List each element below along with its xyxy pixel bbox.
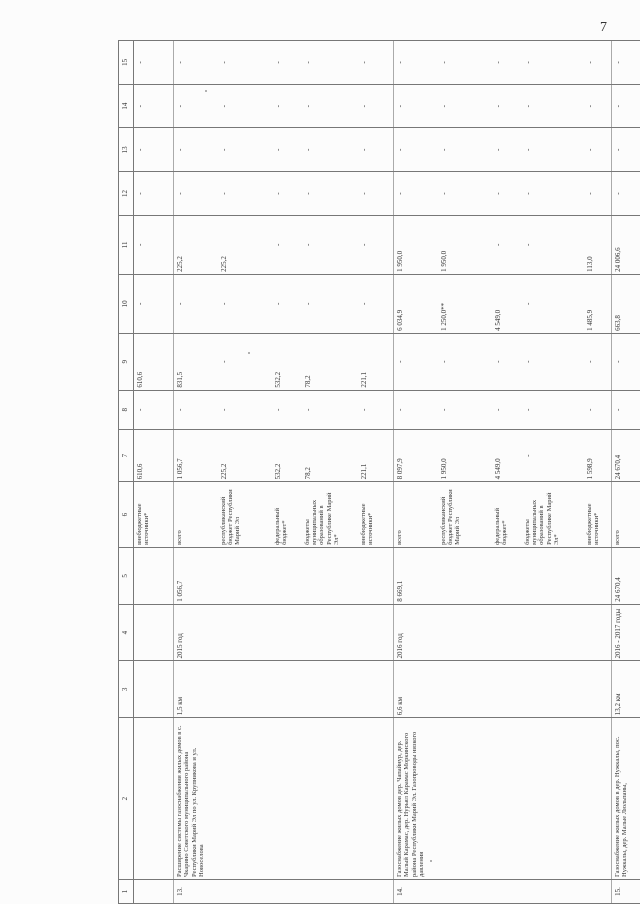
cell-col-5 xyxy=(492,547,522,604)
cell-col-14: - xyxy=(492,84,522,128)
cell-col-12: - xyxy=(134,172,174,216)
cell-col-10: - xyxy=(218,274,272,333)
cell-col-7: 4 549,0 xyxy=(492,429,522,481)
cell-col-11: 113,0 xyxy=(584,215,612,274)
cell-col-13: - xyxy=(302,128,358,172)
cell-col-9: - xyxy=(522,333,584,390)
table-row xyxy=(522,41,584,904)
header-col-13: 13 xyxy=(119,128,134,172)
cell-col-8: - xyxy=(584,390,612,429)
cell-col-11: - xyxy=(134,215,174,274)
cell-col-4: 2016 год xyxy=(394,604,438,661)
cell-col-14: - xyxy=(522,84,584,128)
cell-col-8: - xyxy=(394,390,438,429)
cell-col-8: - xyxy=(174,390,218,429)
table-row xyxy=(394,41,438,904)
cell-col-15: - xyxy=(584,41,612,85)
cell-col-14: - xyxy=(134,84,174,128)
cell-col-8: - xyxy=(438,390,492,429)
cell-col-15: - xyxy=(438,41,492,85)
cell-col-3 xyxy=(438,661,492,718)
cell-col-2 xyxy=(438,718,492,880)
cell-col-5 xyxy=(584,547,612,604)
table-body xyxy=(134,41,640,904)
cell-col-11: 1 950,0 xyxy=(394,215,438,274)
cell-col-1 xyxy=(272,879,302,903)
cell-col-14: - xyxy=(302,84,358,128)
rotated-table-container xyxy=(118,40,629,904)
header-col-1: 1 xyxy=(119,879,134,903)
header-col-12: 12 xyxy=(119,172,134,216)
cell-col-4 xyxy=(272,604,302,661)
table-row xyxy=(302,41,358,904)
cell-col-1 xyxy=(218,879,272,903)
cell-col-4 xyxy=(358,604,394,661)
cell-col-1 xyxy=(522,879,584,903)
cell-col-11: 225,2 xyxy=(174,215,218,274)
cell-col-12: - xyxy=(272,172,302,216)
table-row xyxy=(612,41,640,904)
cell-col-4 xyxy=(492,604,522,661)
cell-col-2: Газоснабжение жилых домов в дер. Нужкалы, пос. Нужкалы, дер. Малые Люльпаны, xyxy=(612,718,640,880)
cell-col-6: федеральный бюджет* xyxy=(272,482,302,548)
cell-col-13: - xyxy=(218,128,272,172)
cell-col-5 xyxy=(358,547,394,604)
cell-col-14: - xyxy=(438,84,492,128)
cell-col-11: - xyxy=(492,215,522,274)
cell-col-3: 1,5 км xyxy=(174,661,218,718)
cell-col-13: - xyxy=(134,128,174,172)
cell-col-1 xyxy=(492,879,522,903)
cell-col-13: - xyxy=(358,128,394,172)
header-col-6: 6 xyxy=(119,482,134,548)
cell-col-3: 6,6 км xyxy=(394,661,438,718)
cell-col-1 xyxy=(438,879,492,903)
cell-col-7: 225,2 xyxy=(218,429,272,481)
cell-col-5 xyxy=(438,547,492,604)
cell-col-2 xyxy=(218,718,272,880)
cell-col-10: 6 034,9 xyxy=(394,274,438,333)
cell-col-7: 1 598,9 xyxy=(584,429,612,481)
cell-col-6: внебюджетные источники* xyxy=(358,482,394,548)
cell-col-7: 532,2 xyxy=(272,429,302,481)
cell-col-15: - xyxy=(394,41,438,85)
cell-col-5 xyxy=(302,547,358,604)
cell-col-11: 1 950,0 xyxy=(438,215,492,274)
cell-col-9: 532,2 xyxy=(272,333,302,390)
cell-col-2: Расширение системы газоснабжения жилых домов в с. Чкарино Советского муниципального района Республики Марий Эл по ул. Крупникова и ул. Новоселова xyxy=(174,718,218,880)
page-number: 7 xyxy=(600,20,607,35)
cell-col-4 xyxy=(218,604,272,661)
header-col-4: 4 xyxy=(119,604,134,661)
cell-col-7: 1 056,7 xyxy=(174,429,218,481)
cell-col-8: - xyxy=(612,390,640,429)
header-col-9: 9 xyxy=(119,333,134,390)
cell-col-12: - xyxy=(492,172,522,216)
table-row xyxy=(358,41,394,904)
cell-col-13: - xyxy=(438,128,492,172)
cell-col-10: - xyxy=(134,274,174,333)
cell-col-10: - xyxy=(272,274,302,333)
header-col-2: 2 xyxy=(119,718,134,880)
cell-col-15: - xyxy=(174,41,218,85)
cell-col-7: 221,1 xyxy=(358,429,394,481)
cell-col-8: - xyxy=(302,390,358,429)
cell-col-6: республиканский бюджет Республики Марий Эл xyxy=(218,482,272,548)
cell-col-10: 4 549,0 xyxy=(492,274,522,333)
cell-col-6: федеральный бюджет* xyxy=(492,482,522,548)
cell-col-3 xyxy=(358,661,394,718)
cell-col-12: - xyxy=(302,172,358,216)
cell-col-2 xyxy=(358,718,394,880)
table-row xyxy=(134,41,174,904)
table-row xyxy=(174,41,218,904)
cell-col-14: - xyxy=(584,84,612,128)
cell-col-7: 1 950,0 xyxy=(438,429,492,481)
cell-col-1 xyxy=(358,879,394,903)
cell-col-2 xyxy=(492,718,522,880)
cell-col-3: 13,2 км xyxy=(612,661,640,718)
cell-col-3 xyxy=(134,661,174,718)
cell-col-13: - xyxy=(612,128,640,172)
cell-col-5: 8 669,1 xyxy=(394,547,438,604)
cell-col-11: 225,2 xyxy=(218,215,272,274)
table-row xyxy=(272,41,302,904)
cell-col-1: 14. xyxy=(394,879,438,903)
cell-col-2: Газоснабжение жилых домов дер. Чапайнур, дер. Малый Карамас, дер. Нурьял Карамас Моркинского района Республики Марий Эл. Газопроводы низкого давления xyxy=(394,718,438,880)
cell-col-4 xyxy=(584,604,612,661)
cell-col-10: - xyxy=(302,274,358,333)
cell-col-7: 24 670,4 xyxy=(612,429,640,481)
cell-col-2 xyxy=(302,718,358,880)
cell-col-14: - xyxy=(272,84,302,128)
cell-col-9: - xyxy=(584,333,612,390)
cell-col-11: 24 006,6 xyxy=(612,215,640,274)
cell-col-9: 831,5 xyxy=(174,333,218,390)
cell-col-1 xyxy=(584,879,612,903)
cell-col-10: 663,8 xyxy=(612,274,640,333)
cell-col-7: 610,6 xyxy=(134,429,174,481)
cell-col-12: - xyxy=(584,172,612,216)
table-row xyxy=(492,41,522,904)
table-row xyxy=(218,41,272,904)
cell-col-2 xyxy=(584,718,612,880)
cell-col-10: 1 250,0** xyxy=(438,274,492,333)
cell-col-12: - xyxy=(218,172,272,216)
cell-col-10: 1 485,9 xyxy=(584,274,612,333)
cell-col-1 xyxy=(302,879,358,903)
cell-col-4: 2016 - 2017 годы xyxy=(612,604,640,661)
cell-col-15: - xyxy=(358,41,394,85)
cell-col-7: 78,2 xyxy=(302,429,358,481)
cell-col-6: всего xyxy=(174,482,218,548)
cell-col-1 xyxy=(134,879,174,903)
cell-col-15: - xyxy=(134,41,174,85)
cell-col-7: 8 097,9 xyxy=(394,429,438,481)
cell-col-5: 1 056,7 xyxy=(174,547,218,604)
cell-col-5: 24 670,4 xyxy=(612,547,640,604)
cell-col-4 xyxy=(134,604,174,661)
cell-col-15: - xyxy=(272,41,302,85)
cell-col-14: - xyxy=(218,84,272,128)
cell-col-8: - xyxy=(358,390,394,429)
scan-speck xyxy=(430,860,432,862)
program-table xyxy=(118,40,640,904)
table-row xyxy=(438,41,492,904)
cell-col-13: - xyxy=(394,128,438,172)
cell-col-1: 15. xyxy=(612,879,640,903)
cell-col-2 xyxy=(272,718,302,880)
cell-col-12: - xyxy=(394,172,438,216)
cell-col-7: - xyxy=(522,429,584,481)
cell-col-6: всего xyxy=(612,482,640,548)
cell-col-9: - xyxy=(492,333,522,390)
cell-col-11: - xyxy=(302,215,358,274)
cell-col-4 xyxy=(302,604,358,661)
cell-col-14: - xyxy=(394,84,438,128)
cell-col-11: - xyxy=(358,215,394,274)
cell-col-15: - xyxy=(492,41,522,85)
cell-col-1: 13. xyxy=(174,879,218,903)
cell-col-13: - xyxy=(272,128,302,172)
cell-col-2 xyxy=(134,718,174,880)
cell-col-9: 221,1 xyxy=(358,333,394,390)
cell-col-15: - xyxy=(522,41,584,85)
header-col-10: 10 xyxy=(119,274,134,333)
cell-col-6: внебюджетные источники* xyxy=(584,482,612,548)
header-col-11: 11 xyxy=(119,215,134,274)
cell-col-9: 610,6 xyxy=(134,333,174,390)
cell-col-3 xyxy=(272,661,302,718)
cell-col-15: - xyxy=(612,41,640,85)
cell-col-2 xyxy=(522,718,584,880)
cell-col-13: - xyxy=(522,128,584,172)
cell-col-3 xyxy=(584,661,612,718)
cell-col-14: - xyxy=(174,84,218,128)
cell-col-5 xyxy=(218,547,272,604)
cell-col-4 xyxy=(522,604,584,661)
cell-col-12: - xyxy=(358,172,394,216)
cell-col-6: бюджеты муниципальных образований в Республике Марий Эл* xyxy=(302,482,358,548)
cell-col-10: - xyxy=(522,274,584,333)
cell-col-15: - xyxy=(302,41,358,85)
cell-col-6: бюджеты муниципальных образований в Республике Марий Эл* xyxy=(522,482,584,548)
cell-col-13: - xyxy=(584,128,612,172)
cell-col-14: - xyxy=(612,84,640,128)
cell-col-5 xyxy=(134,547,174,604)
scan-speck xyxy=(248,352,250,354)
header-col-8: 8 xyxy=(119,390,134,429)
cell-col-9: - xyxy=(612,333,640,390)
cell-col-3 xyxy=(522,661,584,718)
header-col-7: 7 xyxy=(119,429,134,481)
cell-col-3 xyxy=(492,661,522,718)
header-col-3: 3 xyxy=(119,661,134,718)
cell-col-15: - xyxy=(218,41,272,85)
cell-col-8: - xyxy=(522,390,584,429)
cell-col-5 xyxy=(272,547,302,604)
cell-col-6: республиканский бюджет Республики Марий Эл xyxy=(438,482,492,548)
cell-col-14: - xyxy=(358,84,394,128)
cell-col-9: - xyxy=(438,333,492,390)
cell-col-9: - xyxy=(394,333,438,390)
cell-col-6: внебюджетные источники* xyxy=(134,482,174,548)
cell-col-3 xyxy=(302,661,358,718)
cell-col-5 xyxy=(522,547,584,604)
cell-col-9: 78,2 xyxy=(302,333,358,390)
cell-col-13: - xyxy=(174,128,218,172)
cell-col-3 xyxy=(218,661,272,718)
scan-speck xyxy=(205,90,207,92)
cell-col-11: - xyxy=(522,215,584,274)
cell-col-10: - xyxy=(358,274,394,333)
cell-col-6: всего xyxy=(394,482,438,548)
cell-col-12: - xyxy=(612,172,640,216)
cell-col-11: - xyxy=(272,215,302,274)
cell-col-12: - xyxy=(174,172,218,216)
cell-col-8: - xyxy=(492,390,522,429)
cell-col-8: - xyxy=(218,390,272,429)
cell-col-4 xyxy=(438,604,492,661)
cell-col-8: - xyxy=(134,390,174,429)
cell-col-8: - xyxy=(272,390,302,429)
table-row xyxy=(584,41,612,904)
cell-col-10: - xyxy=(174,274,218,333)
header-col-14: 14 xyxy=(119,84,134,128)
header-col-5: 5 xyxy=(119,547,134,604)
cell-col-9: - xyxy=(218,333,272,390)
cell-col-12: - xyxy=(438,172,492,216)
header-col-15: 15 xyxy=(119,41,134,85)
cell-col-12: - xyxy=(522,172,584,216)
cell-col-4: 2015 год xyxy=(174,604,218,661)
column-number-header-row xyxy=(119,41,134,904)
cell-col-13: - xyxy=(492,128,522,172)
